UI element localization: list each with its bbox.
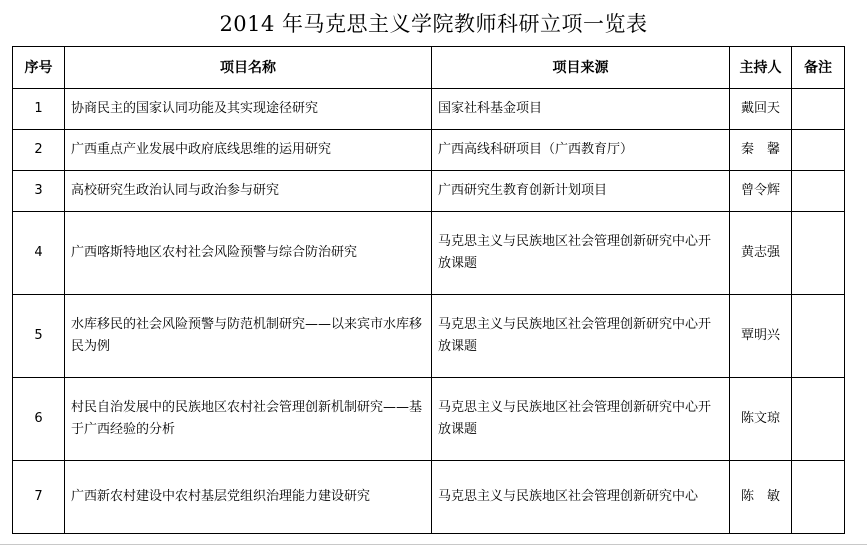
row-note	[792, 295, 845, 378]
row-project-source: 马克思主义与民族地区社会管理创新研究中心开放课题	[432, 378, 730, 461]
column-header-host: 主持人	[730, 47, 792, 89]
project-table	[12, 46, 845, 534]
row-project-name: 广西喀斯特地区农村社会风险预警与综合防治研究	[65, 212, 432, 295]
row-no: 7	[13, 461, 65, 534]
row-project-name: 协商民主的国家认同功能及其实现途径研究	[65, 89, 432, 130]
row-project-source: 马克思主义与民族地区社会管理创新研究中心开放课题	[432, 212, 730, 295]
row-no: 4	[13, 212, 65, 295]
row-note	[792, 130, 845, 171]
page-title: 2014 年马克思主义学院教师科研立项一览表	[219, 12, 648, 36]
table-row	[13, 295, 845, 378]
row-project-source: 广西研究生教育创新计划项目	[432, 171, 730, 212]
row-host: 曾令辉	[730, 171, 792, 212]
row-no: 1	[13, 89, 65, 130]
row-project-name: 水库移民的社会风险预警与防范机制研究——以来宾市水库移民为例	[65, 295, 432, 378]
row-project-source: 国家社科基金项目	[432, 89, 730, 130]
row-note	[792, 89, 845, 130]
bottom-divider	[0, 544, 867, 545]
row-project-name: 高校研究生政治认同与政治参与研究	[65, 171, 432, 212]
table-row	[13, 130, 845, 171]
column-header-no: 序号	[13, 47, 65, 89]
row-no: 3	[13, 171, 65, 212]
row-host: 覃明兴	[730, 295, 792, 378]
row-project-name: 广西重点产业发展中政府底线思维的运用研究	[65, 130, 432, 171]
row-project-source: 广西高线科研项目（广西教育厅）	[432, 130, 730, 171]
row-no: 5	[13, 295, 65, 378]
row-host: 秦 馨	[730, 130, 792, 171]
row-note	[792, 171, 845, 212]
row-project-source: 马克思主义与民族地区社会管理创新研究中心开放课题	[432, 295, 730, 378]
row-host: 陈 敏	[730, 461, 792, 534]
row-project-name: 村民自治发展中的民族地区农村社会管理创新机制研究——基于广西经验的分析	[65, 378, 432, 461]
row-note	[792, 212, 845, 295]
table-row	[13, 378, 845, 461]
column-header-name: 项目名称	[65, 47, 432, 89]
table-row	[13, 461, 845, 534]
table-row	[13, 171, 845, 212]
table-header-row	[13, 47, 845, 89]
column-header-note: 备注	[792, 47, 845, 89]
row-host: 戴回天	[730, 89, 792, 130]
table-row	[13, 212, 845, 295]
column-header-source: 项目来源	[432, 47, 730, 89]
row-no: 6	[13, 378, 65, 461]
row-note	[792, 378, 845, 461]
row-project-name: 广西新农村建设中农村基层党组织治理能力建设研究	[65, 461, 432, 534]
row-project-source: 马克思主义与民族地区社会管理创新研究中心	[432, 461, 730, 534]
row-no: 2	[13, 130, 65, 171]
row-host: 黄志强	[730, 212, 792, 295]
row-note	[792, 461, 845, 534]
row-host: 陈文琼	[730, 378, 792, 461]
table-row	[13, 89, 845, 130]
